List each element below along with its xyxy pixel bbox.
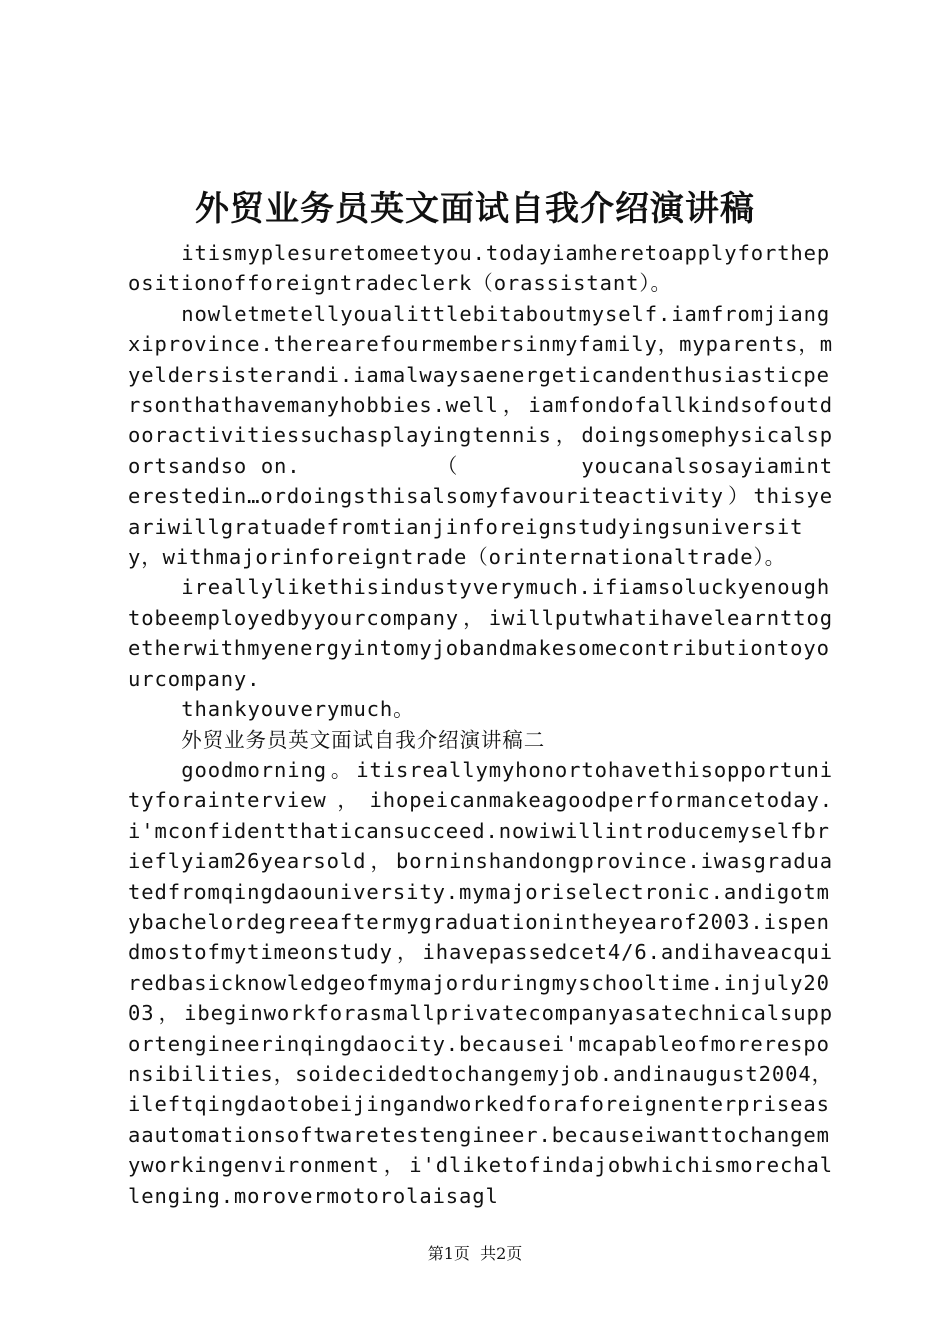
document-title: 外贸业务员英文面试自我介绍演讲稿 [195,189,755,229]
section-heading: 外贸业务员英文面试自我介绍演讲稿二 [181,727,546,752]
document-body [128,238,833,1211]
page-footer: 第1页 共2页 [427,1244,523,1263]
paragraph-3: ireallylikethisindustyverymuch.ifiamsoluckyenoughtobeemployedbyyourcompany，iwillputwhatihavelearnttogetherwithmyenergyintomyjobandmakesomecontributiontoyourcompany. [128,575,833,691]
paragraph-5: goodmorning。itisreallymyhonortohavethisopportunityforainterview，ihopeicanmakeagoodperformancetoday.i'mconfidentthaticansucceed.nowiwillintroducemyselfbrieflyiam26yearsold，borninshandongprovince.iwasgraduatedfromqingdaouniversity.mymajoriselectronic.andigotmybachelordegreeaftermygraduationintheyearof2003.ispendmostofmytimeonstudy，ihavepassedcet4/6.andihaveacquiredbasicknowledgeofmymajorduringmyschooltime.injuly2003，ibeginworkforasmallprivatecompanyasatechnicalsupportengineerinqingdaocity.becausei'mcapableofmoreresponsibilities，soidecidedtochangemyjob.andinaugust2004，ileftqingdaotobeijingandworkedforaforeignenterpriseasaautomationsoftwaretestengineer.becauseiwanttochangemyworkingenvironment，i'dliketofindajobwhichismorechallenging.morovermotorolaisagl [128,757,833,1208]
paragraph-2: nowletmetellyoualittlebitaboutmyself.iamfromjiangxiprovince.therearefourmembersinmyfamily，myparents，myeldersisterandi.iamalwaysaenergeticandenthusiasticpersonthathavemanyhobbies.well，iamfondofallkindsofoutdooractivitiessuchasplayingtennis，doingsomephysicalsportsandso on. （ youcanalsosayiaminterestedin…ordoingsthisalsomyfavouriteactivity）thisyeariwillgratuadefromtianjinforeignstudyingsuniversity，withmajorinforeigntrade（orinternationaltrade）。 [128,301,833,570]
paragraph-1: itismyplesuretomeetyou.todayiamheretoapplyforthepositionofforeigntradeclerk（orassistant）。 [128,241,831,296]
paragraph-4: thankyouverymuch。 [181,697,415,722]
